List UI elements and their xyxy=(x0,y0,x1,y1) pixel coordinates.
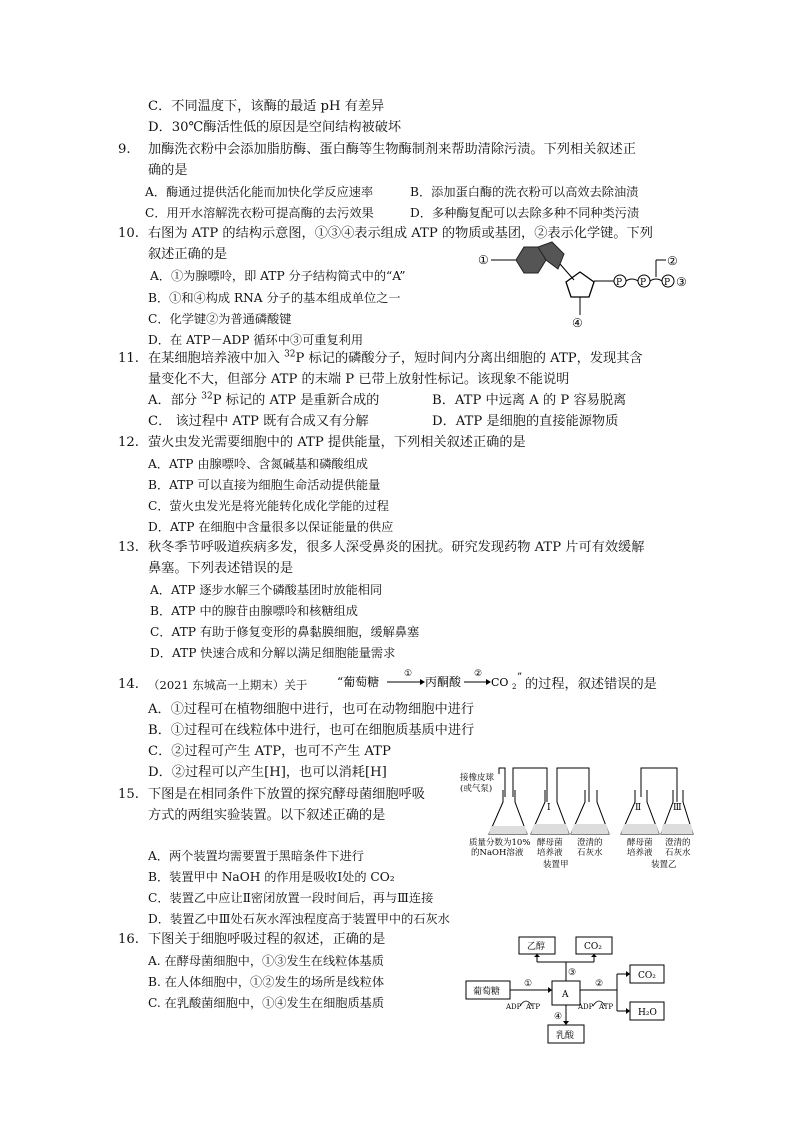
water-label: H₂O xyxy=(638,1008,657,1018)
yeast-caption-b-line1: 酵母菌 xyxy=(627,838,653,848)
naoh-caption-line2: 的NaOH溶液 xyxy=(471,848,524,858)
q13-stem-line1: 秋冬季节呼吸道疾病多发，很多人深受鼻炎的困扰。研究发现药物 ATP 片可有效缓解 xyxy=(148,540,645,555)
q10-option-a: A．①为腺嘌呤，即 ATP 分子结构简式中的“A” xyxy=(150,269,406,283)
atp-label-2: ATP xyxy=(599,1003,614,1011)
arrowhead-water xyxy=(626,1008,630,1014)
co2-right-label: CO₂ xyxy=(638,971,656,981)
yeast-caption-b-line2: 培养液 xyxy=(627,848,653,858)
flask-label-I: Ⅰ xyxy=(547,803,551,813)
q9-option-d: D．多种酶复配可以去除多种不同种类污渍 xyxy=(410,206,640,220)
q14-option-b: B．①过程可在线粒体中进行，也可在细胞质基质中进行 xyxy=(148,723,475,738)
formula-glucose: “葡萄糖 xyxy=(337,675,380,689)
step-2-label: ② xyxy=(595,979,604,989)
q11-stem-part2: P 标记的磷酸分子，短时间内分离出细胞的 ATP，发现其含 xyxy=(295,351,643,366)
q11-option-a-part1: A．部分 xyxy=(148,393,202,408)
high-energy-bond-1 xyxy=(626,279,638,281)
limewater-caption-b-line2: 石灰水 xyxy=(665,848,691,858)
co2-top-label: CO₂ xyxy=(584,942,602,952)
phosphate-3-label: P xyxy=(664,278,671,288)
formula-step-1: ① xyxy=(404,669,413,679)
phosphate-1-label: P xyxy=(616,278,623,288)
q11-option-a-part2: P 标记的 ATP 是重新合成的 xyxy=(212,393,380,408)
inlet-tube xyxy=(499,768,505,797)
q14-stem-tail: 的过程，叙述错误的是 xyxy=(525,677,657,692)
q15-option-d: D．装置乙中Ⅲ处石灰水浑浊程度高于装置甲中的石灰水 xyxy=(148,912,450,926)
device-b-caption: 装置乙 xyxy=(651,860,677,870)
q15-option-a: A．两个装置均需要置于黑暗条件下进行 xyxy=(148,849,364,863)
yeast-respiration-apparatus xyxy=(455,762,695,870)
q13-option-a: A．ATP 逐步水解三个磷酸基团时放能相同 xyxy=(150,583,383,597)
q15-option-b: B．装置甲中 NaOH 的作用是吸收Ⅰ处的 CO₂ xyxy=(148,870,395,884)
phosphate-2-label: P xyxy=(640,278,647,288)
device-a-caption: 装置甲 xyxy=(543,860,569,870)
atp-structure-diagram xyxy=(474,238,690,330)
step-4-label: ④ xyxy=(554,1012,563,1022)
atp-label-1: ATP xyxy=(526,1003,541,1011)
limewater-caption-a-line1: 澄清的 xyxy=(577,838,603,848)
q16-option-b: B. 在人体细胞中，①②发生的场所是线粒体 xyxy=(148,975,385,989)
q12-number: 12. xyxy=(118,435,139,450)
q15-number: 15. xyxy=(118,787,139,802)
atp-label-4: ④ xyxy=(572,316,583,330)
tube-yeast-to-limewater-a xyxy=(557,768,589,802)
formula-pyruvate: 丙酮酸 xyxy=(425,675,462,689)
bulb-label-line1: 接橡皮球 xyxy=(460,773,495,783)
limewater-liquid-b xyxy=(661,824,693,834)
atp-label-2: ② xyxy=(667,254,678,268)
flask-label-II: Ⅱ xyxy=(635,803,642,813)
q16-number: 16. xyxy=(118,932,139,947)
q15-option-c: C．装置乙中应让Ⅱ密闭放置一段时间后，再与Ⅲ连接 xyxy=(148,891,434,905)
q9-stem-line1: 加酶洗衣粉中会添加脂肪酶、蛋白酶等生物酶制剂来帮助清除污渍。下列相关叙述正 xyxy=(148,142,636,157)
q9-option-b: B．添加蛋白酶的洗衣粉可以高效去除油渍 xyxy=(410,185,639,199)
atp-label-1: ① xyxy=(478,253,489,267)
adp-label-1: ADP xyxy=(506,1003,522,1011)
formula-co2-sub: 2 xyxy=(512,683,517,691)
q10-option-d: D．在 ATP－ADP 循环中③可重复利用 xyxy=(148,333,364,347)
flask-label-III: Ⅲ xyxy=(673,803,682,813)
q10-number: 10. xyxy=(118,226,139,241)
q11-option-c: C． 该过程中 ATP 既有合成又有分解 xyxy=(148,414,369,429)
q10-stem-line2: 叙述正确的是 xyxy=(148,247,228,262)
ethanol-label: 乙醇 xyxy=(527,942,546,952)
q14-option-a: A．①过程可在植物细胞中进行，也可在动物细胞中进行 xyxy=(148,702,475,717)
q13-stem-line2: 鼻塞。下列表述错误的是 xyxy=(148,561,294,576)
naoh-caption-line1: 质量分数为10% xyxy=(469,838,531,848)
q11-option-d: D．ATP 是细胞的直接能源物质 xyxy=(432,414,619,429)
yeast-caption-a-line1: 酵母菌 xyxy=(537,838,563,848)
q9-stem-line2: 确的是 xyxy=(148,163,188,178)
q12-stem: 萤火虫发光需要细胞中的 ATP 提供能量，下列相关叙述正确的是 xyxy=(148,435,526,450)
formula-close-quote: ” xyxy=(517,672,523,683)
formula-co2: CO xyxy=(491,676,509,689)
q16-option-c: C. 在乳酸菌细胞中，①④发生在细胞质基质 xyxy=(148,996,385,1010)
yeast-caption-a-line2: 培养液 xyxy=(537,848,563,858)
naoh-liquid xyxy=(489,826,527,834)
q12-option-b: B．ATP 可以直接为细胞生命活动提供能量 xyxy=(148,478,381,492)
yeast-liquid-a xyxy=(531,824,569,834)
q9-option-c: C．用开水溶解洗衣粉可提高酶的去污效果 xyxy=(145,206,374,220)
q10-option-b: B．①和④构成 RNA 分子的基本组成单位之一 xyxy=(148,291,401,305)
tube-naoh-to-yeast xyxy=(513,768,547,802)
bulb-label-line2: (或气泵) xyxy=(460,784,493,794)
q11-stem-line1 xyxy=(148,350,643,368)
q11-number: 11. xyxy=(118,351,139,366)
q12-option-d: D．ATP 在细胞中含量很多以保证能量的供应 xyxy=(148,520,394,534)
q14-option-d: D．②过程可以产生[H]，也可以消耗[H] xyxy=(148,765,387,780)
q12-option-a: A．ATP 由腺嘌呤、含氮碱基和磷酸组成 xyxy=(148,457,368,471)
q9-number: 9. xyxy=(118,142,131,157)
glycolysis-formula xyxy=(337,664,525,694)
q8-option-c: C．不同温度下，该酶的最适 pH 有差异 xyxy=(148,99,385,114)
step-3-label: ③ xyxy=(568,968,577,978)
q9-option-a: A．酶通过提供活化能而加快化学反应速率 xyxy=(145,185,374,199)
q11-option-a-sup: 32 xyxy=(201,391,213,402)
q11-option-a xyxy=(148,392,379,410)
limewater-caption-a-line2: 石灰水 xyxy=(577,848,603,858)
q14-option-c: C．②过程可产生 ATP，也可不产生 ATP xyxy=(148,744,391,759)
limewater-caption-b-line1: 澄清的 xyxy=(665,838,691,848)
q14-number: 14. xyxy=(118,677,139,692)
high-energy-bond-2 xyxy=(650,279,662,281)
q16-option-a: A. 在酵母菌细胞中，①③发生在线粒体基质 xyxy=(148,954,384,968)
yeast-liquid-b xyxy=(621,824,659,834)
q12-option-c: C．萤火虫发光是将光能转化成化学能的过程 xyxy=(148,499,389,513)
q13-number: 13. xyxy=(118,540,139,555)
atp-label-3: ③ xyxy=(676,275,687,289)
q11-stem-part1: 在某细胞培养液中加入 xyxy=(148,351,285,366)
arrowhead-co2-right xyxy=(626,971,630,977)
arrowhead-glucose-a xyxy=(548,987,552,993)
glucose-label: 葡萄糖 xyxy=(473,987,501,997)
tube-yeast-to-limewater-b xyxy=(641,768,677,802)
q13-option-b: B．ATP 中的腺苷由腺嘌呤和核糖组成 xyxy=(150,604,358,618)
step-1-label: ① xyxy=(524,979,533,989)
formula-step-2: ② xyxy=(474,669,483,679)
q11-stem-line2: 量变化不大，但部分 ATP 的末端 P 已带上放射性标记。该现象不能说明 xyxy=(148,372,570,387)
q14-source: （2021 东城高一上期末）关于 xyxy=(148,678,308,692)
q13-option-d: D．ATP 快速合成和分解以满足细胞能量需求 xyxy=(150,646,396,660)
q15-stem-line1: 下图是在相同条件下放置的探究酵母菌细胞呼吸 xyxy=(148,787,425,802)
lactic-acid-label: 乳酸 xyxy=(556,1031,575,1041)
q8-option-d: D．30℃酶活性低的原因是空间结构被破坏 xyxy=(148,120,402,135)
q15-stem-line2: 方式的两组实验装置。以下叙述正确的是 xyxy=(148,808,386,823)
arrowhead-lactic xyxy=(563,1021,569,1025)
adp-label-2: ADP xyxy=(578,1003,594,1011)
q11-option-b: B．ATP 中远离 A 的 P 容易脱离 xyxy=(432,393,627,408)
q13-option-c: C．ATP 有助于修复变形的鼻黏膜细胞，缓解鼻塞 xyxy=(150,625,420,639)
q10-stem-line1: 右图为 ATP 的结构示意图，①③④表示组成 ATP 的物质或基团，②表示化学键。下列 xyxy=(148,226,653,241)
q16-stem: 下图关于细胞呼吸过程的叙述，正确的是 xyxy=(148,932,386,947)
a-label: A xyxy=(562,990,569,1000)
limewater-liquid-a xyxy=(571,824,609,834)
respiration-flow-diagram xyxy=(462,934,684,1046)
q10-option-c: C．化学键②为普通磷酸键 xyxy=(148,312,292,326)
q11-isotope-sup: 32 xyxy=(284,349,296,360)
